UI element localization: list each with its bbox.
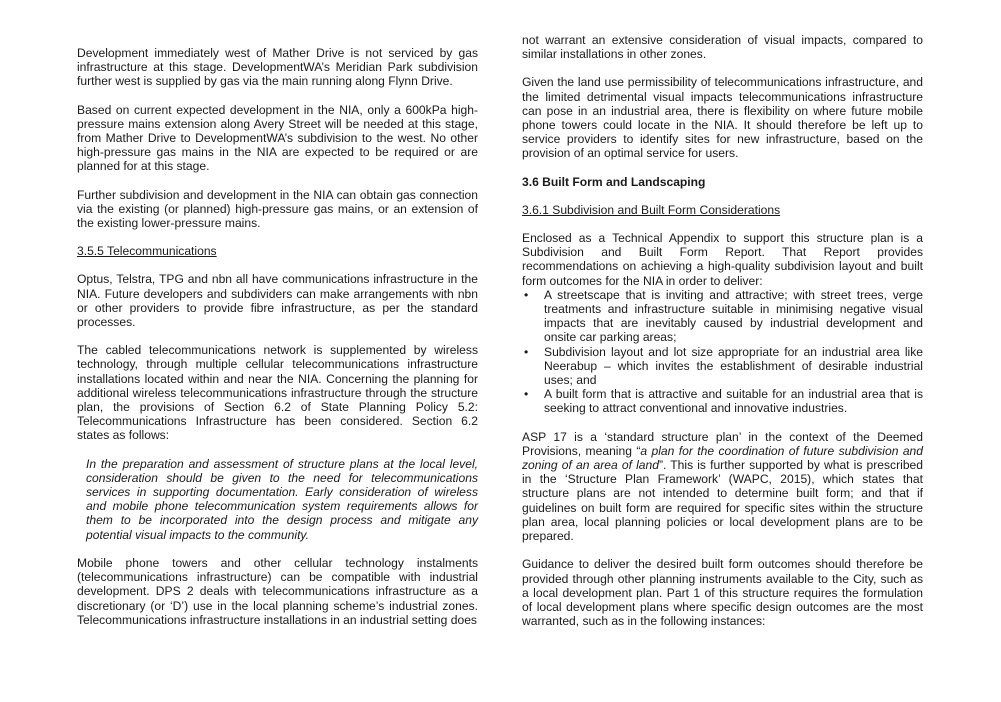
- paragraph-asp17: [522, 430, 923, 544]
- paragraph-gas-avery-street: Based on current expected development in the NIA, only a 600kPa high-pressure mains extension along Avery Street will be needed at this stage, from Mather Drive to DevelopmentWA’s subdivision to the west. No other high-pressure gas mains in the NIA are expected to be required or are planned for at this stage.: [77, 102, 478, 174]
- paragraph-gas-mather-drive: Development immediately west of Mather Drive is not serviced by gas infrastructure at this stage. DevelopmentWA’s Meridian Park subdivision further west is supplied by gas via the main running along Flynn Drive.: [77, 46, 478, 89]
- section-heading-built-form: 3.6 Built Form and Landscaping: [522, 174, 706, 189]
- asp17-text-start: ASP 17 is a ‘standard structure plan’ in the context of the Deemed Provisions, meaning “: [522, 429, 923, 458]
- paragraph-mobile-towers: Mobile phone towers and other cellular technology instalments (telecommunications infrastructure) can be compatible with industrial development. DPS 2 deals with telecommunications infrastructure as a discretionary (or ‘D’) use in the local planning scheme’s industrial zones. Telecommunications infrastructure installations in an industrial setting does: [77, 555, 478, 627]
- asp17-definition: a plan for the coordination of future subdivision and zoning of an area of land: [522, 443, 923, 473]
- paragraph-telecom-providers: Optus, Telstra, TPG and nbn all have communications infrastructure in the NIA. Future developers and subdividers can make arrangements with nbn or other providers to provide fibre infrastructure, as per the standard processes.: [77, 272, 478, 330]
- paragraph-visual-impacts: not warrant an extensive consideration of visual impacts, compared to similar installations in other zones.: [522, 33, 923, 62]
- list-item-text: A streetscape that is inviting and attractive; with street trees, verge treatments and infrastructure suitable in minimising negative visual impacts that are inevitably caused by industrial development and onsite car parking areas;: [544, 287, 923, 345]
- bullet-icon: •: [524, 287, 529, 302]
- list-item: [522, 345, 923, 388]
- paragraph-guidance: Guidance to deliver the desired built form outcomes should therefore be provided through other planning instruments available to the City, such as a local development plan. Part 1 of this structure requires the formulation of local development plans where specific design outcomes are the most warranted, such as in the following instances:: [522, 557, 923, 629]
- list-item-text: A built form that is attractive and suitable for an industrial area that is seeking to attract conventional and innovative industries.: [544, 387, 923, 416]
- paragraph-technical-appendix: Enclosed as a Technical Appendix to support this structure plan is a Subdivision and Built Form Report. That Report provides recommendations on achieving a high-quality subdivision layout and built form outcomes for the NIA in order to deliver:: [522, 231, 923, 288]
- bullet-icon: •: [524, 344, 529, 359]
- bullet-icon: •: [524, 387, 529, 402]
- right-column: [522, 33, 923, 642]
- quote-section-6-2: In the preparation and assessment of structure plans at the local level, consideration should be given to the need for telecommunications services in supporting documentation. Early consideration of wireless and mobile phone telecommunication system requirements allows for them to be incorporated into the design process and mitigate any potential visual impacts to the community.: [86, 456, 478, 542]
- paragraph-land-use-permissibility: Given the land use permissibility of telecommunications infrastructure, and the limited detrimental visual impacts telecommunications infrastructure can pose in an industrial area, there is flexibility on where future mobile phone towers could locate in the NIA. It should therefore be left up to service providers to identify sites for new infrastructure, based on the provision of an optimal service for users.: [522, 75, 923, 161]
- paragraph-wireless-technology: The cabled telecommunications network is supplemented by wireless technology, through multiple cellular telecommunications infrastructure installations located within and near the NIA. Concerning the planning for additional wireless telecommunications infrastructure through the structure plan, the provisions of Section 6.2 of State Planning Policy 5.2: Telecommunications Infrastructure has been considered. Section 6.2 states as follows:: [77, 343, 478, 443]
- list-item: [522, 288, 923, 345]
- left-column: [77, 46, 478, 641]
- list-item-text: Subdivision layout and lot size appropriate for an industrial area like Neerabup – which invites the establishment of desirable industrial uses; and: [544, 344, 923, 388]
- paragraph-gas-connection: Further subdivision and development in the NIA can obtain gas connection via the existing (or planned) high-pressure gas mains, or an extension of the existing lower-pressure mains.: [77, 187, 478, 231]
- list-item: [522, 387, 923, 415]
- asp17-text-end: ”. This is further supported by what is prescribed in the ‘Structure Plan Framework’ (WAPC, 2015), which states that structure plans are not intended to determine built form; and that if guidelines on built form are required for specific sites within the structure plan area, local planning policies or local development plans are to be prepared.: [522, 458, 923, 544]
- bullet-list-deliverables: [522, 288, 923, 416]
- subsection-heading-subdivision: 3.6.1 Subdivision and Built Form Considerations: [522, 202, 781, 217]
- section-heading-telecommunications: 3.5.5 Telecommunications: [77, 244, 217, 259]
